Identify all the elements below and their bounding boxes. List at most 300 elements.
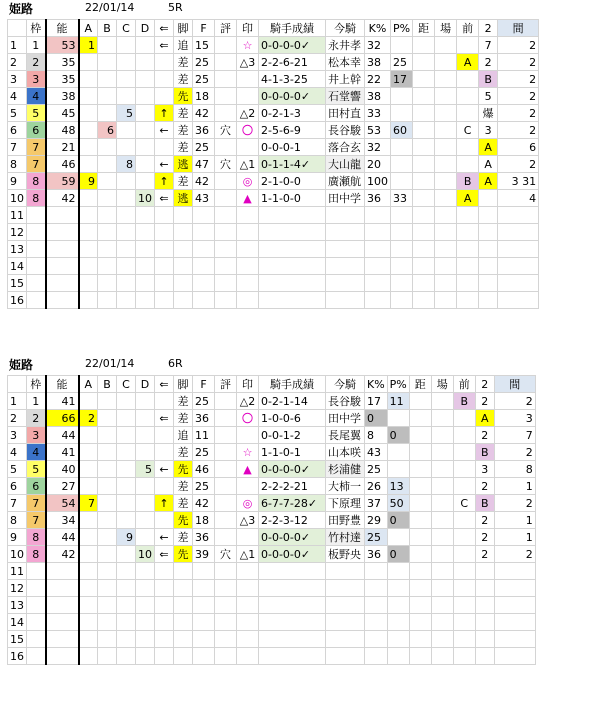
cell-ni [479,207,498,224]
cell-noh: 42 [46,190,79,207]
cell-ni [479,258,498,275]
row-number: 9 [8,529,27,546]
race-number: 6R [168,357,183,370]
horse-row [8,173,539,190]
cell-kyori [409,597,431,614]
cell-F [193,580,215,597]
cell-kisyu: 杉浦健 [326,461,365,478]
column-header: F [193,376,215,393]
cell-P: 11 [387,393,409,410]
cell-kisyu [326,275,365,292]
cell-hyo [215,461,237,478]
cell-ba [431,444,453,461]
cell-arrow: ⇐ [155,190,174,207]
header-row [8,20,539,37]
cell-hyo [215,71,237,88]
cell-P [387,563,409,580]
cell-waku [27,224,46,241]
cell-shirushi: △1 [237,156,259,173]
cell-kyaku: 追 [174,37,193,54]
cell-waku: 8 [27,190,46,207]
cell-ni [475,597,494,614]
cell-P [387,614,409,631]
cell-kyaku: 差 [174,444,193,461]
cell-shirushi: △2 [237,105,259,122]
cell-C [117,444,136,461]
race-block-6r [7,356,536,665]
cell-kan: 1 [494,512,535,529]
empty-row [8,580,536,597]
column-header: ⇐ [155,20,174,37]
cell-waku: 5 [27,461,46,478]
column-header: C [117,376,136,393]
horse-row [8,427,536,444]
cell-D [136,105,155,122]
cell-K [365,597,388,614]
cell-noh: 44 [46,427,79,444]
column-header: 能 [46,20,79,37]
cell-K: 36 [365,190,391,207]
cell-waku: 3 [27,427,46,444]
column-header: F [193,20,215,37]
cell-arrow [155,54,174,71]
cell-mae [453,614,475,631]
cell-P [387,631,409,648]
cell-noh: 41 [46,444,79,461]
cell-B [98,529,117,546]
cell-arrow: ⇐ [155,410,174,427]
cell-kyaku: 差 [174,122,193,139]
cell-mae: C [453,495,475,512]
cell-ni [475,580,494,597]
cell-D [136,71,155,88]
cell-C [117,292,136,309]
cell-A [79,648,98,665]
cell-mae [457,156,479,173]
cell-ba [435,54,457,71]
cell-waku [27,292,46,309]
cell-K [365,580,388,597]
cell-K: 37 [365,495,388,512]
cell-K: 22 [365,71,391,88]
corner-cell [8,376,27,393]
cell-F [193,275,215,292]
cell-P [387,597,409,614]
cell-waku [27,563,46,580]
cell-shirushi [237,427,259,444]
cell-kyaku: 差 [174,71,193,88]
column-header: C [117,20,136,37]
cell-ba [431,597,453,614]
cell-ni [479,224,498,241]
empty-row [8,631,536,648]
race-header [7,356,536,375]
cell-D [136,393,155,410]
cell-seiseki [259,275,326,292]
cell-hyo [215,37,237,54]
cell-shirushi: ▲ [237,190,259,207]
cell-ni: A [479,139,498,156]
horse-row [8,122,539,139]
cell-seiseki: 2-1-0-0 [259,173,326,190]
cell-ba [431,495,453,512]
cell-kyaku [174,207,193,224]
cell-kyaku: 差 [174,105,193,122]
cell-kyaku [174,631,193,648]
race-block-5r [7,0,539,309]
cell-arrow [155,563,174,580]
cell-hyo [215,88,237,105]
cell-arrow [155,71,174,88]
cell-ni: A [479,156,498,173]
cell-ni: 2 [475,529,494,546]
cell-kyori [413,156,435,173]
cell-hyo [215,190,237,207]
cell-arrow [155,444,174,461]
cell-B [98,461,117,478]
cell-P [391,207,413,224]
empty-row [8,614,536,631]
cell-P: 0 [387,546,409,563]
horse-row [8,444,536,461]
cell-kyori [413,292,435,309]
cell-seiseki: 0-0-0-0✓ [259,546,326,563]
cell-mae [453,546,475,563]
cell-waku: 7 [27,495,46,512]
cell-kisyu: 長谷駿 [326,122,365,139]
column-header: K% [365,376,388,393]
cell-hyo [215,139,237,156]
cell-P [387,648,409,665]
cell-hyo [215,478,237,495]
cell-seiseki [259,207,326,224]
cell-hyo [215,105,237,122]
cell-C [117,71,136,88]
cell-kyori [409,580,431,597]
cell-F [193,597,215,614]
cell-D [136,444,155,461]
cell-mae [457,139,479,156]
cell-seiseki: 0-0-0-0✓ [259,461,326,478]
cell-F [193,563,215,580]
cell-waku [27,241,46,258]
race-table [7,375,536,665]
row-number: 13 [8,597,27,614]
cell-hyo [215,648,237,665]
cell-waku [27,275,46,292]
cell-ba [431,410,453,427]
cell-P: 33 [391,190,413,207]
cell-D [136,207,155,224]
cell-mae: A [457,190,479,207]
cell-kyaku: 逃 [174,156,193,173]
cell-A [79,614,98,631]
cell-ni: A [475,410,494,427]
cell-shirushi [237,631,259,648]
cell-waku: 6 [27,478,46,495]
row-number: 5 [8,461,27,478]
cell-C [117,54,136,71]
row-number: 4 [8,88,27,105]
cell-kisyu: 廣瀬航 [326,173,365,190]
cell-F: 25 [193,478,215,495]
cell-D [136,275,155,292]
cell-D [136,122,155,139]
cell-arrow [155,580,174,597]
cell-B [98,190,117,207]
column-header: 間 [498,20,539,37]
cell-waku: 2 [27,410,46,427]
cell-ba [435,88,457,105]
cell-P [387,410,409,427]
cell-F: 18 [193,512,215,529]
cell-hyo [215,292,237,309]
cell-kyori [413,207,435,224]
row-number: 13 [8,241,27,258]
cell-ba [435,37,457,54]
column-header: 評 [215,20,237,37]
cell-shirushi: ◎ [237,495,259,512]
cell-P [387,580,409,597]
cell-ba [431,393,453,410]
cell-B [98,54,117,71]
cell-A [79,580,98,597]
cell-seiseki: 2-2-2-21 [259,478,326,495]
cell-B [98,580,117,597]
cell-kisyu: 長尾翼 [326,427,365,444]
cell-mae [457,207,479,224]
cell-kyaku: 差 [174,495,193,512]
cell-kisyu: 田中学 [326,190,365,207]
cell-ni: 2 [479,54,498,71]
cell-ni [479,190,498,207]
cell-P: 50 [387,495,409,512]
cell-ba [431,461,453,478]
cell-P [387,444,409,461]
cell-seiseki: 2-2-6-21 [259,54,326,71]
column-header: 能 [46,376,79,393]
cell-seiseki: 1-1-0-1 [259,444,326,461]
cell-seiseki: 1-0-0-6 [259,410,326,427]
row-number: 8 [8,512,27,529]
cell-arrow [155,648,174,665]
cell-K: 29 [365,512,388,529]
cell-noh: 45 [46,105,79,122]
cell-kisyu [326,580,365,597]
cell-P [391,139,413,156]
cell-arrow [155,258,174,275]
cell-F [193,648,215,665]
row-number: 1 [8,37,27,54]
race-number: 5R [168,1,183,14]
cell-noh: 41 [46,393,79,410]
cell-C [117,224,136,241]
cell-kan: 7 [494,427,535,444]
cell-mae: B [457,173,479,190]
column-header: 印 [237,20,259,37]
cell-noh: 44 [46,529,79,546]
cell-kyori [413,122,435,139]
cell-C: 5 [117,105,136,122]
cell-noh: 42 [46,546,79,563]
cell-P [391,275,413,292]
cell-kyori [409,444,431,461]
cell-ni: B [479,71,498,88]
cell-kyaku [174,648,193,665]
cell-mae [453,597,475,614]
cell-kisyu [326,224,365,241]
cell-seiseki: 0-0-0-0✓ [259,529,326,546]
cell-hyo [215,614,237,631]
cell-shirushi [237,529,259,546]
horse-row [8,71,539,88]
cell-arrow [155,241,174,258]
cell-kan [498,275,539,292]
cell-ba [435,173,457,190]
cell-C: 9 [117,529,136,546]
cell-D [136,512,155,529]
cell-seiseki: 0-2-1-14 [259,393,326,410]
cell-B [98,393,117,410]
cell-kisyu: 落合玄 [326,139,365,156]
cell-ni: 2 [475,512,494,529]
cell-D [136,224,155,241]
cell-seiseki [259,292,326,309]
cell-ba [435,122,457,139]
cell-seiseki: 1-1-0-0 [259,190,326,207]
cell-B [98,37,117,54]
row-number: 2 [8,54,27,71]
cell-ni: 爆 [479,105,498,122]
cell-ni: 2 [475,427,494,444]
row-number: 6 [8,122,27,139]
cell-noh: 46 [46,156,79,173]
empty-row [8,241,539,258]
cell-shirushi [237,275,259,292]
cell-mae: A [457,54,479,71]
cell-mae [457,37,479,54]
column-header: 騎手成績 [259,20,326,37]
cell-kyaku: 先 [174,546,193,563]
row-number: 4 [8,444,27,461]
cell-C [117,614,136,631]
cell-A [79,292,98,309]
cell-ni: B [475,444,494,461]
cell-noh [46,241,79,258]
cell-A [79,207,98,224]
cell-hyo: 穴 [215,156,237,173]
cell-kyaku: 先 [174,512,193,529]
cell-ba [431,427,453,444]
cell-F: 25 [193,71,215,88]
cell-kan: 2 [498,88,539,105]
cell-kan: 2 [494,495,535,512]
cell-A [79,139,98,156]
cell-K [365,648,388,665]
cell-mae [453,631,475,648]
cell-shirushi [237,648,259,665]
cell-arrow [155,88,174,105]
cell-F: 36 [193,122,215,139]
cell-K: 33 [365,105,391,122]
cell-kyori [413,37,435,54]
cell-K [365,563,388,580]
cell-C [117,207,136,224]
empty-row [8,258,539,275]
cell-kan: 2 [498,37,539,54]
cell-A [79,275,98,292]
cell-noh: 48 [46,122,79,139]
column-header: P% [387,376,409,393]
column-header: 脚 [174,376,193,393]
column-header: P% [391,20,413,37]
cell-seiseki [259,563,326,580]
cell-C [117,190,136,207]
cell-ni [475,631,494,648]
cell-mae [453,410,475,427]
cell-C [117,37,136,54]
column-header: D [136,20,155,37]
horse-row [8,190,539,207]
cell-seiseki [259,631,326,648]
cell-kisyu: 松本幸 [326,54,365,71]
cell-B [98,224,117,241]
cell-D [136,139,155,156]
cell-shirushi: 〇 [237,122,259,139]
row-number: 1 [8,393,27,410]
cell-arrow [155,292,174,309]
cell-B [98,444,117,461]
cell-shirushi: △3 [237,512,259,529]
cell-hyo [215,597,237,614]
cell-kisyu [326,631,365,648]
cell-mae [457,292,479,309]
cell-P [391,37,413,54]
cell-shirushi [237,614,259,631]
cell-seiseki: 0-0-0-0✓ [259,37,326,54]
horse-row [8,88,539,105]
column-header: 前 [453,376,475,393]
cell-kan: 3 31 [498,173,539,190]
cell-waku: 4 [27,88,46,105]
cell-K: 26 [365,478,388,495]
cell-shirushi [237,292,259,309]
cell-kyaku: 差 [174,54,193,71]
cell-D [136,156,155,173]
horse-row [8,139,539,156]
cell-P: 25 [391,54,413,71]
cell-A [79,258,98,275]
cell-kisyu [326,241,365,258]
cell-kan: 2 [494,546,535,563]
cell-kisyu [326,648,365,665]
cell-B [98,156,117,173]
cell-kyaku [174,275,193,292]
cell-C [117,648,136,665]
cell-ni: 2 [475,393,494,410]
cell-ni: A [479,173,498,190]
cell-K: 25 [365,461,388,478]
cell-seiseki: 0-0-0-0✓ [259,88,326,105]
cell-arrow [155,224,174,241]
cell-noh [46,275,79,292]
venue-label: 姫路 [9,2,34,16]
cell-arrow [155,275,174,292]
cell-D [136,529,155,546]
horse-row [8,105,539,122]
cell-kyori [409,478,431,495]
cell-kisyu: 長谷駿 [326,393,365,410]
